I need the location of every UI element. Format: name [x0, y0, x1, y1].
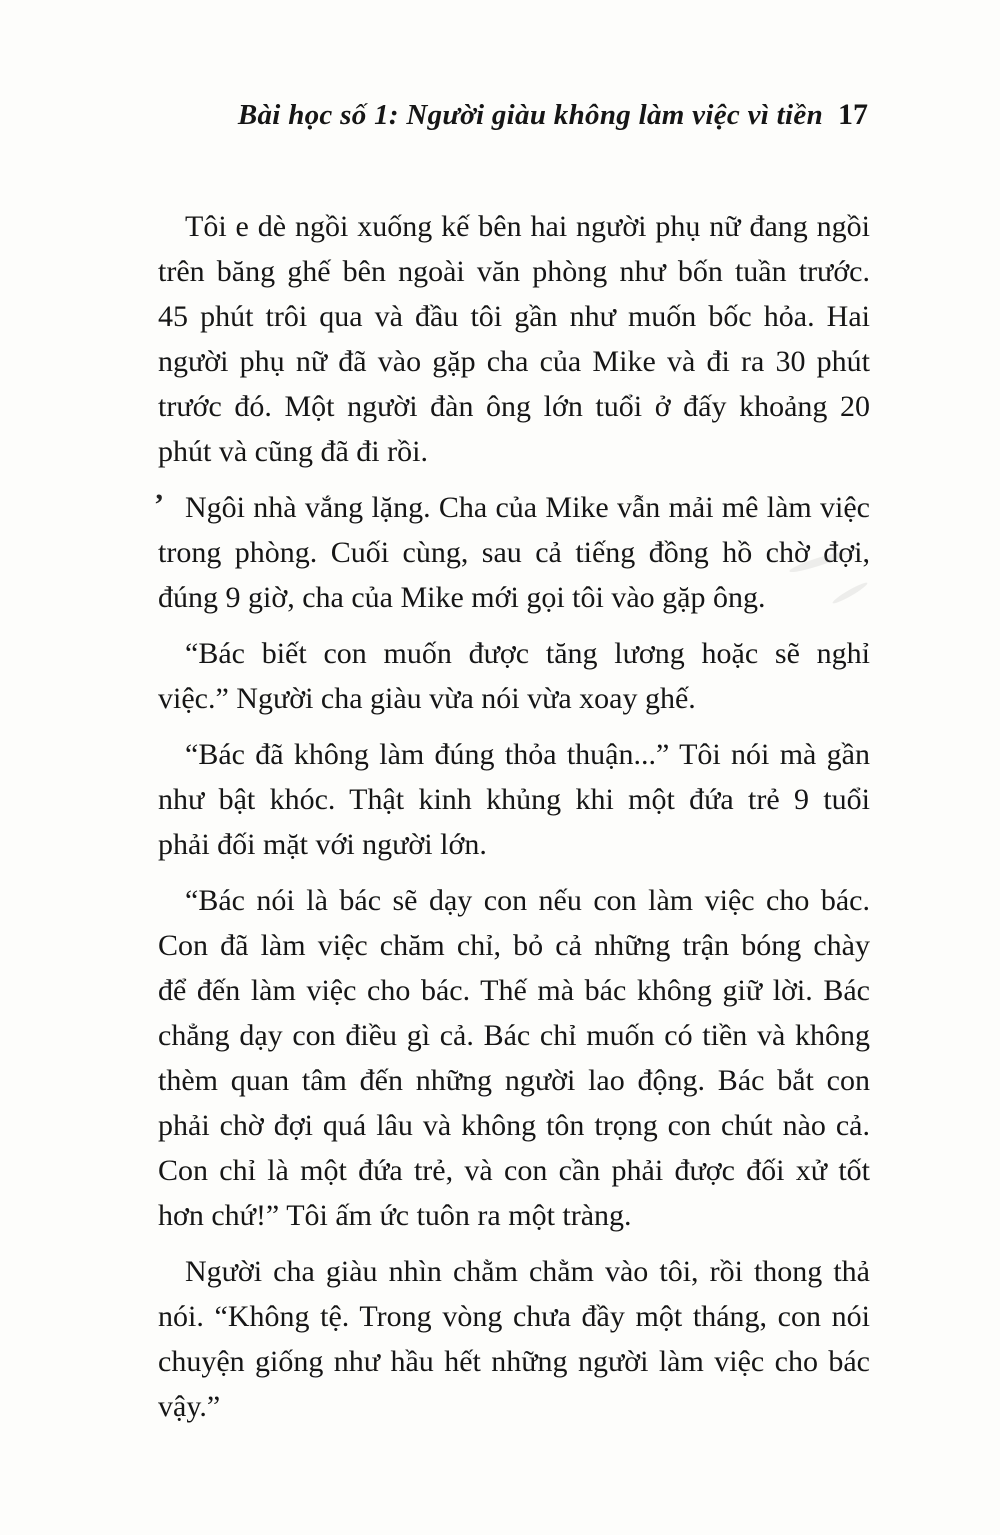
running-header [158, 98, 868, 132]
paragraph [158, 1249, 870, 1429]
paragraph [158, 631, 870, 721]
paragraph-line: trong phòng. Cuối cùng, sau cả tiếng đồng hồ chờ đợi, [158, 536, 870, 569]
paragraph-line: “Bác biết con muốn được tăng lương hoặc sẽ nghỉ [185, 637, 870, 670]
paragraph-line: “Bác nói là bác sẽ dạy con nếu con làm việc cho bác. [185, 884, 870, 917]
paragraph-line: như bật khóc. Thật kinh khủng khi một đứa trẻ 9 tuổi [158, 783, 870, 816]
paragraph-line: 45 phút trôi qua và đầu tôi gần như muốn bốc hỏa. Hai [158, 300, 870, 333]
page-number: 17 [838, 98, 868, 131]
paragraph-line: trước đó. Một người đàn ông lớn tuổi ở đấy khoảng 20 [158, 390, 870, 423]
paragraph-line: người phụ nữ đã vào gặp cha của Mike và đi ra 30 phút [158, 345, 870, 378]
paragraph-line: trên băng ghế bên ngoài văn phòng như bốn tuần trước. [158, 255, 870, 288]
paragraph-line: Ngôi nhà vắng lặng. Cha của Mike vẫn mải mê làm việc [185, 491, 870, 524]
paragraph [158, 485, 870, 620]
paragraph-line: hơn chứ!” Tôi ấm ức tuôn ra một tràng. [158, 1199, 632, 1232]
paragraph-line: chẳng dạy con điều gì cả. Bác chỉ muốn có tiền và không [158, 1019, 870, 1052]
paragraph-line: Người cha giàu nhìn chằm chằm vào tôi, rồi thong thả [185, 1255, 870, 1288]
paragraph-line: Con đã làm việc chăm chỉ, bỏ cả những trận bóng chày [158, 929, 870, 962]
paragraph-line: phải chờ đợi quá lâu và không tôn trọng con chút nào cả. [158, 1109, 870, 1142]
paragraph-line: Con chỉ là một đứa trẻ, và con cần phải được đối xử tốt [158, 1154, 870, 1187]
paragraph-line: “Bác đã không làm đúng thỏa thuận...” Tôi nói mà gần [185, 738, 870, 771]
paragraph-line: Tôi e dè ngồi xuống kế bên hai người phụ nữ đang ngồi [185, 210, 870, 243]
margin-scan-mark: ’ [154, 488, 164, 521]
paragraph-line: chuyện giống như hầu hết những người làm việc cho bác [158, 1345, 870, 1378]
chapter-title: Bài học số 1: Người giàu không làm việc vì tiền [237, 99, 823, 131]
paragraph-line: việc.” Người cha giàu vừa nói vừa xoay ghế. [158, 682, 696, 715]
paragraph-line: thèm quan tâm đến những người lao động. Bác bắt con [158, 1064, 870, 1097]
paragraph [158, 732, 870, 867]
paragraph [158, 204, 870, 474]
paragraph-line: nói. “Không tệ. Trong vòng chưa đầy một tháng, con nói [158, 1300, 870, 1333]
page-body [158, 204, 870, 1429]
paragraph-line: phải đối mặt với người lớn. [158, 828, 487, 861]
paragraph-line: vậy.” [158, 1390, 221, 1423]
paragraph-line: để đến làm việc cho bác. Thế mà bác không giữ lời. Bác [158, 974, 870, 1007]
paragraph [158, 878, 870, 1238]
paragraph-line: phút và cũng đã đi rồi. [158, 435, 428, 468]
paragraph-line: đúng 9 giờ, cha của Mike mới gọi tôi vào gặp ông. [158, 581, 766, 614]
